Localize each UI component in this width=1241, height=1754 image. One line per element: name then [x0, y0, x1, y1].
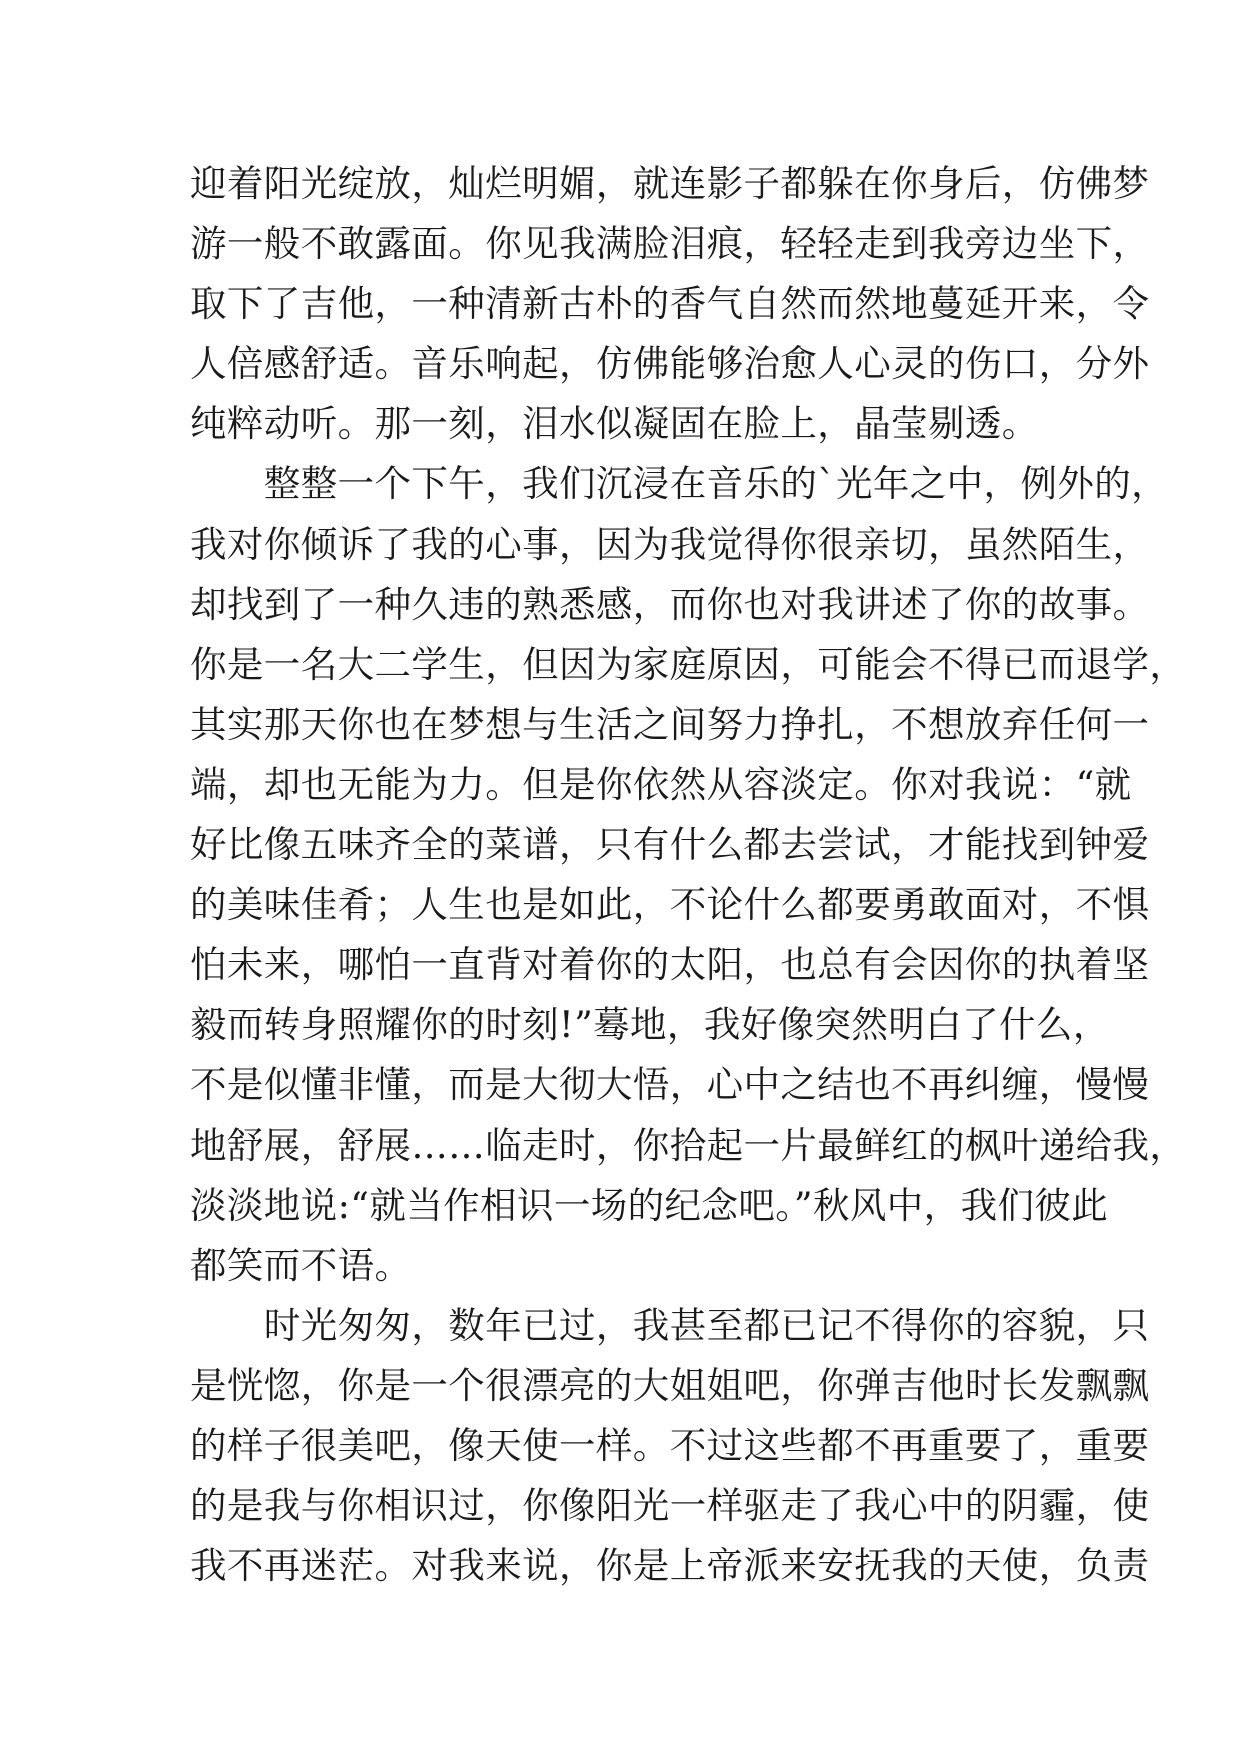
text-line: 好比像五味齐全的菜谱，只有什么都去尝试，才能找到钟爱 — [190, 823, 1150, 867]
text-line: 整整一个下午，我们沉浸在音乐的`光年之中，例外的， — [190, 462, 1169, 506]
text-line: 我对你倾诉了我的心事，因为我觉得你很亲切，虽然陌生， — [190, 522, 1150, 566]
text-line: 取下了吉他，一种清新古朴的香气自然而然地蔓延开来，令 — [190, 282, 1150, 326]
text-line: 你是一名大二学生，但因为家庭原因，可能会不得已而退学， — [190, 642, 1187, 686]
text-line: 怕未来，哪怕一直背对着你的太阳，也总有会因你的执着坚 — [190, 943, 1150, 987]
text-line: 的美味佳肴；人生也是如此，不论什么都要勇敢面对，不惧 — [190, 883, 1150, 927]
text-line: 地舒展，舒展……临走时，你拾起一片最鲜红的枫叶递给我， — [190, 1123, 1187, 1167]
text-line: 却找到了一种久违的熟悉感，而你也对我讲述了你的故事。 — [190, 582, 1150, 626]
text-line: 其实那天你也在梦想与生活之间努力挣扎，不想放弃任何一 — [190, 702, 1150, 746]
text-line: 都笑而不语。 — [190, 1243, 412, 1287]
text-line: 的是我与你相识过，你像阳光一样驱走了我心中的阴霾，使 — [190, 1484, 1150, 1528]
body-text — [190, 154, 1187, 1596]
text-line: 游一般不敢露面。你见我满脸泪痕，轻轻走到我旁边坐下， — [190, 222, 1150, 266]
text-line: 毅而转身照耀你的时刻!”蓦地，我好像突然明白了什么， — [190, 1003, 1110, 1047]
text-line: 淡淡地说:“就当作相识一场的纪念吧。”秋风中，我们彼此 — [190, 1183, 1109, 1227]
text-line: 迎着阳光绽放，灿烂明媚，就连影子都躲在你身后，仿佛梦 — [190, 162, 1150, 205]
text-line: 是恍惚，你是一个很漂亮的大姐姐吧，你弹吉他时长发飘飘 — [190, 1363, 1150, 1407]
text-line: 端，却也无能为力。但是你依然从容淡定。你对我说：“就 — [190, 762, 1132, 806]
text-line: 时光匆匆，数年已过，我甚至都已记不得你的容貌，只 — [190, 1303, 1150, 1347]
text-line: 不是似懂非懂，而是大彻大悟，心中之结也不再纠缠，慢慢 — [190, 1063, 1150, 1107]
text-line: 人倍感舒适。音乐响起，仿佛能够治愈人心灵的伤口，分外 — [190, 342, 1150, 386]
text-line: 我不再迷茫。对我来说，你是上帝派来安抚我的天使，负责 — [190, 1544, 1150, 1588]
text-line: 纯粹动听。那一刻，泪水似凝固在脸上，晶莹剔透。 — [190, 402, 1039, 446]
text-line: 的样子很美吧，像天使一样。不过这些都不再重要了，重要 — [190, 1423, 1150, 1467]
